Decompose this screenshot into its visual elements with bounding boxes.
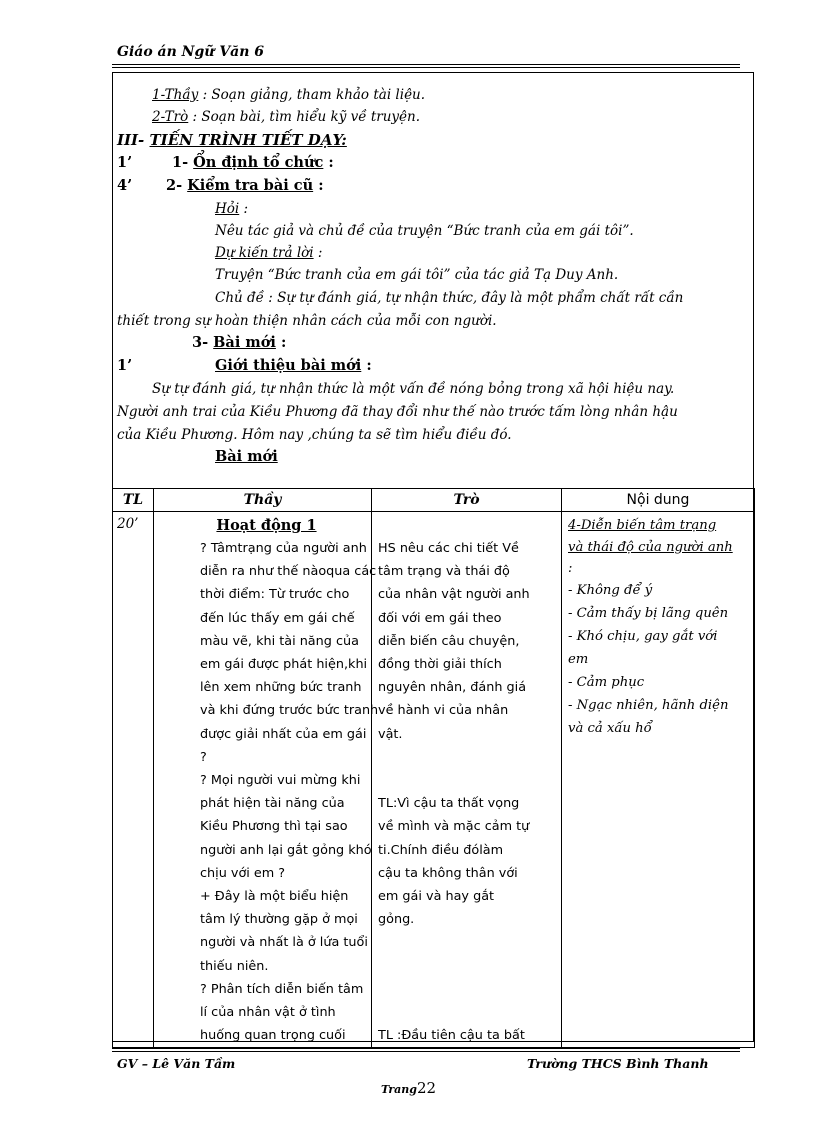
content-line: và cả xấu hổ — [568, 721, 652, 736]
content-title-colon: : — [568, 561, 573, 576]
content-line: - Cảm phục — [568, 675, 645, 690]
student-line: TL:Vì cậu ta thất vọng — [378, 796, 520, 812]
content-line: - Không để ý — [568, 583, 653, 598]
student-line — [378, 1001, 555, 1024]
student-line: về mình và mặc cảm tự — [378, 819, 530, 835]
student-line — [378, 746, 555, 769]
preparation-teacher: 1-Thầy : Soạn giảng, tham khảo tài liệu. — [152, 87, 426, 103]
step-3: 3- Bài mới : — [192, 334, 287, 351]
time-3: 1’ — [117, 357, 133, 374]
footer-rule-bottom — [112, 1051, 740, 1052]
question-label: Hỏi : — [215, 201, 249, 217]
student-line: gỏng. — [378, 912, 415, 928]
student-line — [378, 931, 555, 954]
column-header-tl: TL — [113, 489, 154, 512]
student-line: em gái và hay gắt — [378, 889, 495, 905]
student-line: đối với em gái theo — [378, 610, 502, 626]
content-title-line-2: và thái độ của người anh — [568, 540, 733, 555]
column-header-student: Trò — [372, 489, 562, 512]
time-2: 4’ — [117, 177, 133, 194]
footer-school: Trường THCS Bình Thanh — [527, 1056, 709, 1071]
expected-answer-label: Dự kiến trả lời : — [215, 245, 323, 261]
new-lesson-label: Bài mới — [215, 448, 278, 465]
teacher-line: ? — [200, 749, 207, 765]
teacher-line: người anh lại gắt gỏng khó — [200, 842, 372, 858]
page-number: Trang22 — [381, 1079, 437, 1097]
theme-line: Chủ đề : Sự tự đánh giá, tự nhận thức, đây là một phẩm chất rất cần — [215, 290, 684, 306]
intro-paragraph-line-3: của Kiều Phương. Hôm nay ,chúng ta sẽ tìm hiểu điều đó. — [117, 427, 512, 443]
student-lines — [378, 537, 555, 1047]
teacher-line: chịu với em ? — [200, 865, 286, 881]
step-2: 2- Kiểm tra bài cũ : — [166, 177, 324, 194]
student-line: về hành vi của nhân — [378, 703, 509, 719]
document-header-title: Giáo án Ngữ Văn 6 — [117, 44, 265, 60]
content-line: - Cảm thấy bị lãng quên — [568, 606, 729, 621]
student-line: TL :Đầu tiên cậu ta bất — [378, 1028, 525, 1044]
teacher-line: lí của nhân vật ở tình — [200, 1005, 336, 1021]
section-heading: III- TIẾN TRÌNH TIẾT DẠY: — [117, 131, 347, 149]
header-rule-top — [112, 64, 740, 65]
activity-title: Hoạt động 1 — [216, 517, 317, 534]
expected-answer-text: Truyện “Bức tranh của em gái tôi” của tác giả Tạ Duy Anh. — [215, 267, 619, 283]
student-line — [378, 955, 555, 978]
preparation-student: 2-Trò : Soạn bài, tìm hiểu kỹ về truyện. — [152, 109, 421, 125]
teacher-line: ? Tâmtrạng của người anh — [200, 541, 367, 556]
teacher-line: Kiều Phương thì tại sao — [200, 819, 348, 835]
student-line: của nhân vật người anh — [378, 587, 530, 603]
intro-paragraph-line-1: Sự tự đánh giá, tự nhận thức là một vấn đề nóng bỏng trong xã hội hiệu nay. — [152, 381, 675, 397]
student-cell — [372, 512, 561, 1047]
header-rule-bottom — [112, 67, 740, 68]
content-title-line-1: 4-Diễn biến tâm trạng — [568, 518, 717, 533]
footer-teacher: GV – Lê Văn Tầm — [117, 1056, 236, 1071]
teacher-line: em gái được phát hiện,khi — [200, 657, 368, 673]
student-line: tâm trạng và thái độ — [378, 564, 510, 580]
teacher-line: lên xem những bức tranh — [200, 680, 362, 696]
teacher-lines — [200, 537, 379, 1047]
intro-heading: Giới thiệu bài mới : — [215, 357, 372, 374]
content-line: - Ngạc nhiên, hãnh diện — [568, 698, 729, 713]
teacher-line: được giải nhất của em gái — [200, 726, 367, 742]
content-line: - Khó chịu, gay gắt với — [568, 629, 718, 644]
intro-paragraph-line-2: Người anh trai của Kiều Phương đã thay đổi như thế nào trước tấm lòng nhân hậu — [117, 404, 678, 420]
student-line — [378, 978, 555, 1001]
theme-line-continued: thiết trong sự hoàn thiện nhân cách của mỗi con người. — [117, 313, 497, 329]
content-lines — [568, 579, 750, 740]
teacher-line: thời điểm: Từ trước cho — [200, 587, 350, 603]
teacher-line: ? Phân tích diễn biến tâm — [200, 981, 364, 997]
footer-rule-top — [112, 1048, 740, 1049]
student-line: HS nêu các chi tiết Về — [378, 541, 519, 556]
step-1: 1- Ổn định tổ chức : — [172, 154, 334, 171]
teacher-line: thiếu niên. — [200, 958, 269, 974]
teacher-line: màu vẽ, khi tài năng của — [200, 633, 359, 649]
duration-cell: 20’ — [117, 516, 139, 532]
question-text: Nêu tác giả và chủ đề của truyện “Bức tranh của em gái tôi”. — [215, 223, 634, 239]
teacher-line: ? Mọi người vui mừng khi — [200, 773, 361, 789]
teacher-line: và khi đứng trước bức tranh — [200, 703, 379, 719]
teacher-line: đến lúc thấy em gái chế — [200, 610, 355, 626]
column-header-teacher: Thầy — [154, 489, 372, 512]
student-line: cậu ta không thân với — [378, 865, 518, 881]
activity-table — [112, 488, 755, 1048]
teacher-line: người và nhất là ở lứa tuổi — [200, 935, 368, 951]
student-line — [378, 769, 555, 792]
student-line: vật. — [378, 726, 403, 742]
student-line: nguyên nhân, đánh giá — [378, 680, 527, 696]
student-line: ti.Chính điều đólàm — [378, 842, 504, 858]
teacher-line: diễn ra như thế nàoqua các — [200, 564, 377, 580]
content-cell — [562, 512, 754, 740]
teacher-line: + Đây là một biểu hiện — [200, 889, 349, 905]
teacher-line: phát hiện tài năng của — [200, 796, 345, 812]
student-line: diễn biến câu chuyện, — [378, 633, 520, 649]
teacher-line: huống quan trọng cuối — [200, 1028, 346, 1044]
content-line: em — [568, 652, 589, 667]
student-line: đồng thời giải thích — [378, 657, 502, 673]
teacher-line: tâm lý thường gặp ở mọi — [200, 912, 358, 928]
column-header-content: Nội dung — [562, 489, 755, 512]
time-1: 1’ — [117, 154, 133, 171]
teacher-cell — [154, 512, 379, 1047]
